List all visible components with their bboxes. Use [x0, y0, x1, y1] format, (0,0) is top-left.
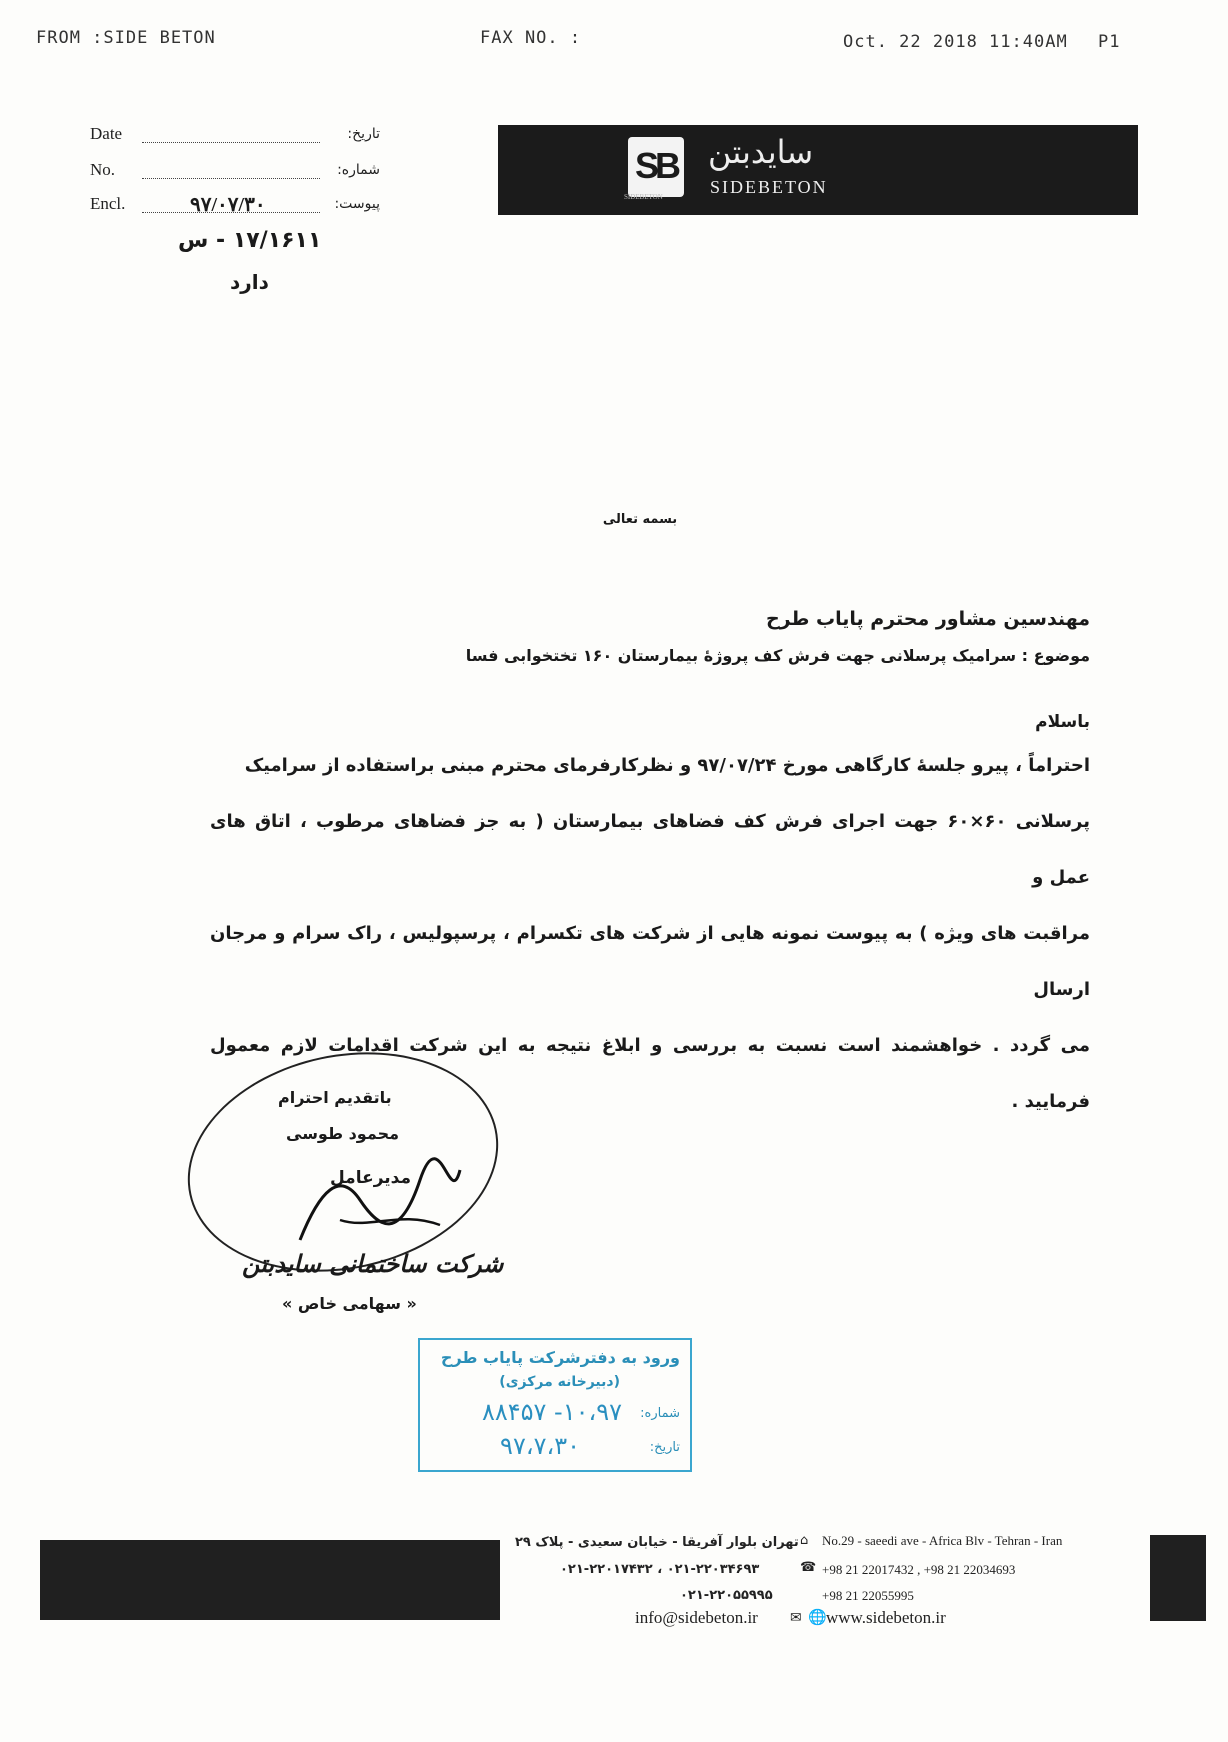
number-label-en: No.: [90, 160, 116, 179]
stamp-title: ورود به دفترشرکت پایاب طرح: [440, 1348, 680, 1367]
footer-dark-bar-left: [40, 1540, 500, 1620]
enclosure-label-fa: پیوست:: [334, 196, 380, 212]
ref-enclosure-row: [90, 194, 380, 222]
phone-icon: ☎: [800, 1560, 817, 1575]
footer-web: www.sidebeton.ir: [826, 1608, 946, 1627]
enclosure-label-en: Encl.: [90, 194, 126, 213]
company-name-en: SIDEBETON: [710, 177, 828, 197]
date-label-en: Date: [90, 124, 123, 143]
fax-page: P1: [1098, 32, 1121, 52]
invocation: بسمه تعالی: [602, 512, 678, 527]
stamp-date-value: ۹۷،۷،۳۰: [500, 1432, 580, 1460]
globe-icon: 🌐: [808, 1608, 827, 1626]
stamp-subtitle: (دبیرخانه مرکزی): [499, 1374, 620, 1390]
salutation: باسلام: [1035, 712, 1090, 732]
body-line: می گردد . خواهشمند است نسبت به بررسی و ابلاغ نتیجه به این شرکت اقدامات لازم معمول فرمایید .: [210, 1035, 1090, 1112]
logo-letters: SB: [634, 145, 677, 186]
body-line: احتراماً ، پیرو جلسۀ کارگاهی مورخ ۹۷/۰۷/۲۴ و نظرکارفرمای محترم مبنی براستفاده از سرامیک: [244, 755, 1090, 776]
company-logo: [628, 137, 684, 197]
signature-closing: باتقدیم احترام: [278, 1088, 392, 1107]
body-line: پرسلانی ۶۰×۶۰ جهت اجرای فرش کف فضاهای بیمارستان ( به جز فضاهای مرطوب ، اتاق های عمل و: [210, 811, 1090, 888]
fax-number: FAX NO. :: [480, 28, 582, 48]
footer-address-en: No.29 - saeedi ave - Africa Blv - Tehran - Iran: [822, 1533, 1063, 1548]
date-label-fa: تاریخ:: [347, 126, 380, 142]
footer-phones-fa-1: ۰۲۱-۲۲۰۳۴۶۹۳ ، ۰۲۱-۲۲۰۱۷۴۳۲: [560, 1562, 760, 1577]
footer-phones-en-2: +98 21 22055995: [822, 1588, 914, 1603]
company-name-fa: سایدبتن: [708, 133, 814, 171]
received-stamp: [418, 1338, 692, 1472]
signature-company: شرکت ساختمانی سایدبتن: [242, 1250, 504, 1278]
signature-name: محمود طوسی: [286, 1124, 399, 1143]
signature-note: « سهامی خاص »: [282, 1294, 417, 1313]
ref-date-row: [90, 124, 380, 152]
ref-number-row: [90, 160, 380, 188]
footer-phones-fa-2: ۰۲۱-۲۲۰۵۵۹۹۵: [680, 1588, 773, 1603]
footer-email: info@sidebeton.ir: [635, 1608, 758, 1627]
fax-datetime: Oct. 22 2018 11:40AM: [843, 32, 1068, 52]
logo-small-text: SIDEBETON: [624, 193, 663, 201]
stamp-number-value: ۱۰،۹۷- ۸۸۴۵۷: [481, 1398, 622, 1426]
stamp-number-label: شماره:: [640, 1406, 680, 1421]
stamp-date-label: تاریخ:: [649, 1440, 680, 1455]
recipient: مهندسین مشاور محترم پایاب طرح: [765, 608, 1090, 630]
home-icon: ⌂: [800, 1533, 809, 1548]
handwritten-attachment: دارد: [230, 270, 269, 294]
mail-icon: ✉: [790, 1610, 802, 1626]
subject: موضوع : سرامیک پرسلانی جهت فرش کف پروژۀ بیمارستان ۱۶۰ تختخوابی فسا: [465, 646, 1090, 665]
number-label-fa: شماره:: [337, 162, 380, 178]
footer-dark-bar-right: [1150, 1535, 1206, 1621]
fax-from: FROM :SIDE BETON: [36, 28, 216, 48]
enclosure-value: ۹۷/۰۷/۳۰: [190, 194, 266, 216]
handwritten-number: ۱۷/۱۶۱۱ - س: [178, 228, 322, 253]
signature-title: مدیرعامل: [330, 1168, 411, 1188]
footer-address-fa: تهران بلوار آفریقا - خیابان سعیدی - پلاک ۲۹: [515, 1535, 799, 1550]
handwritten-signature: [280, 1150, 470, 1260]
body-line: مراقبت های ویژه ) به پیوست نمونه هایی از شرکت های تکسرام ، پرسپولیس ، راک سرام و مرجان ارسال: [210, 923, 1090, 1000]
footer-phones-en-1: +98 21 22017432 , +98 21 22034693: [822, 1562, 1016, 1577]
letterhead-banner: [498, 125, 1138, 215]
